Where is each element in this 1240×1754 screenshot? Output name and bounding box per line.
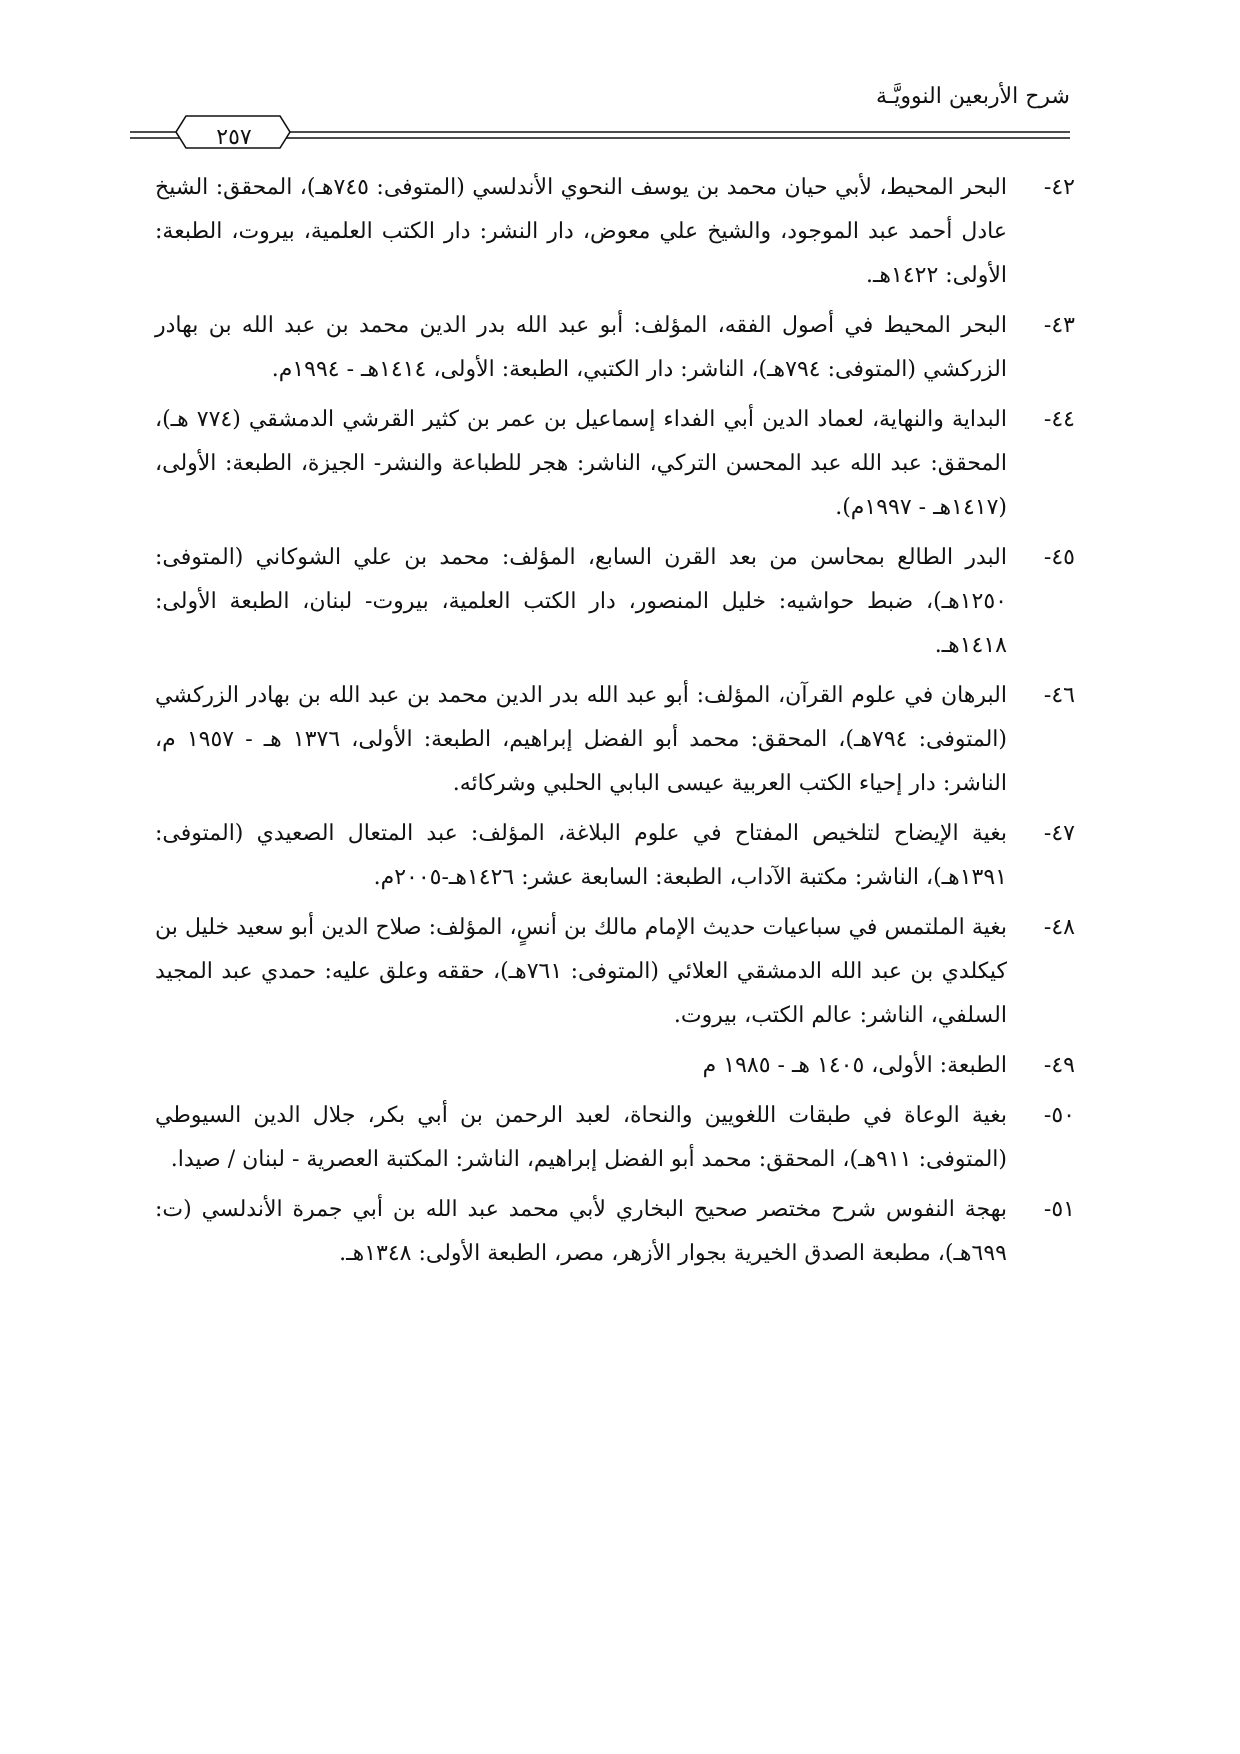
list-item bbox=[155, 674, 1075, 806]
entry-number: ٤٨- bbox=[1043, 915, 1075, 940]
entry-text: البدر الطالع بمحاسن من بعد القرن السابع، المؤلف: محمد بن علي الشوكاني (المتوفى: ١٢٥٠هـ)، ضبط حواشيه: خليل المنصور، دار الكتب العلمية، بيروت- لبنان، الطبعة الأولى: ١٤١٨هـ. bbox=[155, 545, 1007, 658]
list-item bbox=[155, 812, 1075, 900]
entry-text: بغية الملتمس في سباعيات حديث الإمام مالك بن أنسٍ، المؤلف: صلاح الدين أبو سعيد خليل بن كيكلدي بن عبد الله الدمشقي العلائي (المتوفى: ٧٦١هـ)، حققه وعلق عليه: حمدي عبد المجيد السلفي، الناشر: عالم الكتب، بيروت. bbox=[155, 915, 1007, 1028]
list-item bbox=[155, 1044, 1075, 1088]
page-number: ٢٥٧ bbox=[216, 125, 252, 150]
page-header bbox=[130, 74, 1070, 154]
entry-number: ٤٥- bbox=[1043, 545, 1075, 570]
entry-number: ٤٩- bbox=[1043, 1053, 1075, 1078]
entry-text: البداية والنهاية، لعماد الدين أبي الفداء إسماعيل بن عمر بن كثير القرشي الدمشقي (٧٧٤ هـ)، المحقق: عبد الله عبد المحسن التركي، الناشر: هجر للطباعة والنشر- الجيزة، الطبعة: الأولى، (١٤١٧هـ - ١٩٩٧م). bbox=[155, 407, 1007, 520]
entry-number: ٤٦- bbox=[1043, 683, 1075, 708]
entry-text: الطبعة: الأولى، ١٤٠٥ هـ - ١٩٨٥ م bbox=[702, 1053, 1007, 1078]
list-item bbox=[155, 166, 1075, 298]
entry-text: البحر المحيط، لأبي حيان محمد بن يوسف النحوي الأندلسي (المتوفى: ٧٤٥هـ)، المحقق: الشيخ عادل أحمد عبد الموجود، والشيخ علي معوض، دار النشر: دار الكتب العلمية، بيروت، الطبعة: الأولى: ١٤٢٢هـ. bbox=[155, 175, 1007, 288]
running-title: شرح الأربعين النوويَّـة bbox=[876, 84, 1070, 109]
entry-number: ٥٠- bbox=[1043, 1103, 1075, 1128]
entry-number: ٤٧- bbox=[1043, 821, 1075, 846]
list-item bbox=[155, 1188, 1075, 1276]
list-item bbox=[155, 304, 1075, 392]
entry-text: البحر المحيط في أصول الفقه، المؤلف: أبو عبد الله بدر الدين محمد بن عبد الله بن بهادر الزركشي (المتوفى: ٧٩٤هـ)، الناشر: دار الكتبي، الطبعة: الأولى، ١٤١٤هـ - ١٩٩٤م. bbox=[155, 313, 1007, 382]
entry-text: بهجة النفوس شرح مختصر صحيح البخاري لأبي محمد عبد الله بن أبي جمرة الأندلسي (ت: ٦٩٩هـ)، مطبعة الصدق الخيرية بجوار الأزهر، مصر، الطبعة الأولى: ١٣٤٨هـ. bbox=[155, 1197, 1007, 1266]
entry-number: ٤٣- bbox=[1043, 313, 1075, 338]
list-item bbox=[155, 906, 1075, 1038]
entry-text: البرهان في علوم القرآن، المؤلف: أبو عبد الله بدر الدين محمد بن عبد الله بن بهادر الزركشي (المتوفى: ٧٩٤هـ)، المحقق: محمد أبو الفضل إبراهيم، الطبعة: الأولى، ١٣٧٦ هـ - ١٩٥٧ م، الناشر: دار إحياء الكتب العربية عيسى البابي الحلبي وشركائه. bbox=[155, 683, 1007, 796]
list-item bbox=[155, 1094, 1075, 1182]
entry-text: بغية الوعاة في طبقات اللغويين والنحاة، لعبد الرحمن بن أبي بكر، جلال الدين السيوطي (المتوفى: ٩١١هـ)، المحقق: محمد أبو الفضل إبراهيم، الناشر: المكتبة العصرية - لبنان / صيدا. bbox=[155, 1103, 1007, 1172]
entry-number: ٥١- bbox=[1043, 1197, 1075, 1222]
list-item bbox=[155, 398, 1075, 530]
bibliography-list bbox=[155, 166, 1075, 1282]
entry-text: بغية الإيضاح لتلخيص المفتاح في علوم البلاغة، المؤلف: عبد المتعال الصعيدي (المتوفى: ١٣٩١هـ)، الناشر: مكتبة الآداب، الطبعة: السابعة عشر: ١٤٢٦هـ-٢٠٠٥م. bbox=[155, 821, 1007, 890]
entry-number: ٤٤- bbox=[1043, 407, 1075, 432]
entry-number: ٤٢- bbox=[1043, 175, 1075, 200]
list-item bbox=[155, 536, 1075, 668]
